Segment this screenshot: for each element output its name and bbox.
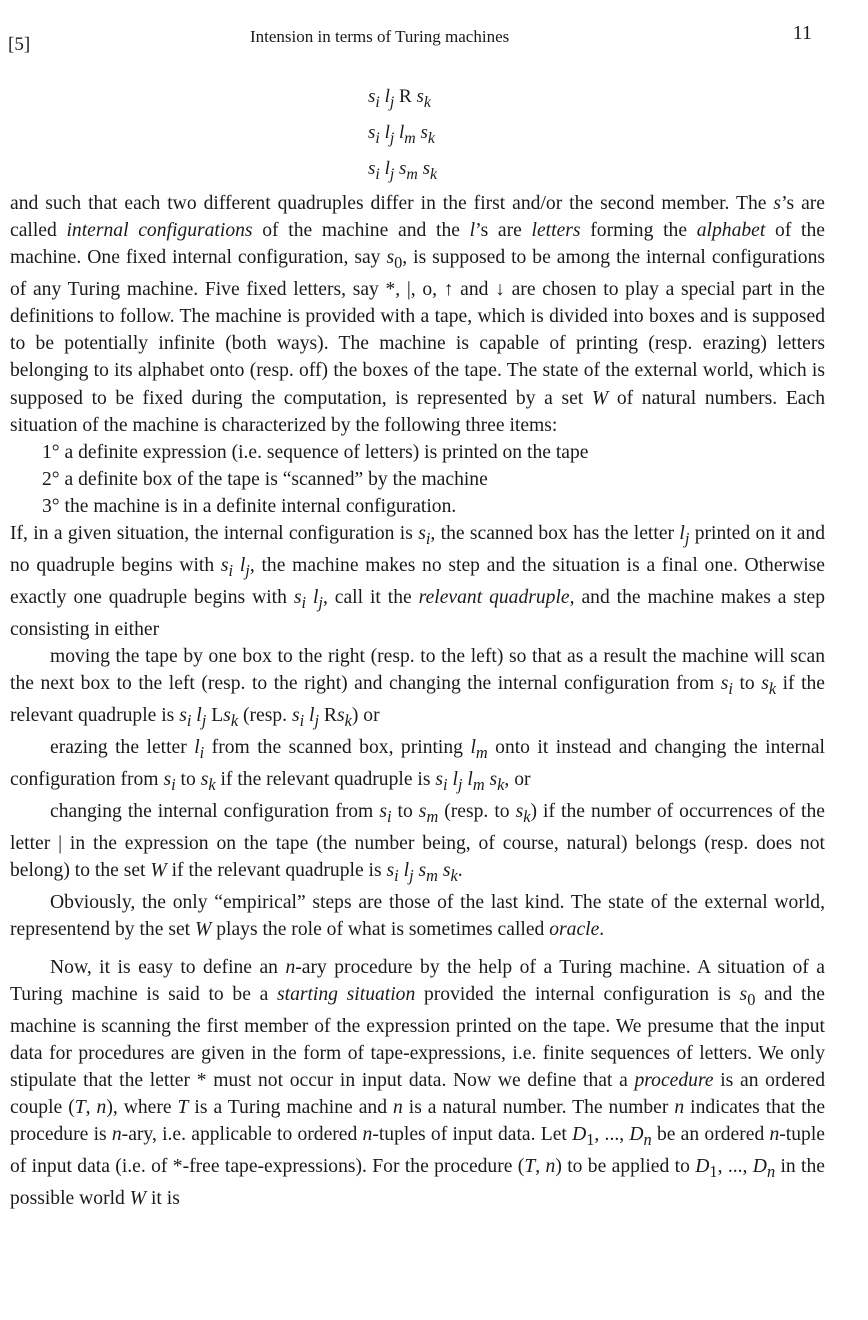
- paragraph: changing the internal configuration from $s_i$ to $s_m$ (resp. to $s_k$) if the number of occurrences of the letter | in the expression on the tape (the number being, of course, natural) belongs (resp. does not belong) to the set W if the relevant quadruple is $s_i$ $l_j$ $s_m$ $s_k$.: [10, 801, 825, 886]
- formula-1: $s_i$ $l_j$ R $s_k$: [368, 86, 431, 111]
- paragraph: 2° a definite box of the tape is “scanned” by the machine: [42, 468, 488, 490]
- running-header: [0, 22, 868, 55]
- paragraph: erazing the letter $l_i$ from the scanned box, printing $l_m$ onto it instead and changing the internal configuration from $s_i$ to $s_k$ if the relevant quadruple is $s_i$ $l_j$ $l_m$ $s_k$, or: [10, 737, 826, 795]
- paragraph: and such that each two different quadruples differ in the first and/or the second member. The s’s are called internal configurations of the machine and the l’s are letters forming the alphabet of the machine. One fixed internal configuration, say $s_0$, is supposed to be among the internal configurations of any Turing machine. Five fixed letters, say *, |, o, ↑ and ↓ are chosen to play a special part in the definitions to follow. The machine is provided with a tape, which is divided into boxes and is supposed to be potentially infinite (both ways). The machine is capable of printing (resp. erazing) letters belonging to its alphabet onto (resp. off) the boxes of the tape. The state of the external world, which is supposed to be fixed during the computation, is represented by a set W of natural numbers. Each situation of the machine is characterized by the following three items:: [10, 193, 825, 436]
- running-title: Intension in terms of Turing machines: [250, 27, 510, 46]
- paragraph: If, in a given situation, the internal configuration is $s_i$, the scanned box has the letter $l_j$ printed on it and no quadruple begins with $s_i$ $l_j$, the machine makes no step and the situation is a final one. Otherwise exactly one quadruple begins with $s_i$ $l_j$, call it the relevant quadruple, and the machine makes a step consisting in either: [10, 523, 825, 641]
- paragraph: 1° a definite expression (i.e. sequence of letters) is printed on the tape: [42, 441, 589, 463]
- paragraph: Obviously, the only “empirical” steps are those of the last kind. The state of the external world, representend by the set W plays the role of what is sometimes called oracle.: [10, 892, 825, 941]
- quadruple-formulas: [368, 82, 437, 189]
- body-text: [10, 190, 825, 1212]
- paragraph: Now, it is easy to define an n-ary procedure by the help of a Turing machine. A situation of a Turing machine is said to be a starting situation provided the internal configuration is $s_0$ and the machine is scanning the first member of the expression printed on the tape. We presume that the input data for procedures are given in the form of tape-expressions, i.e. finite sequences of letters. We only stipulate that the letter * must not occur in input data. Now we define that a procedure is an ordered couple (T, n), where T is a Turing machine and n is a natural number. The number n indicates that the procedure is n-ary, i.e. applicable to ordered n-tuples of input data. Let $D_1$, ..., $D_n$ be an ordered n-tuple of input data (i.e. of *-free tape-expressions). For the procedure (T, n) to be applied to $D_1$, ..., $D_n$ in the possible world W it is: [10, 956, 826, 1209]
- section-marker: [5]: [8, 34, 31, 55]
- formula-3: $s_i$ $l_j$ $s_m$ $s_k$: [368, 157, 438, 183]
- paragraph: 3° the machine is in a definite internal configuration.: [42, 495, 457, 517]
- paragraph: moving the tape by one box to the right (resp. to the left) so that as a result the machine will scan the next box to the left (resp. to the right) and changing the internal configuration from $s_i$ to $s_k$ if the relevant quadruple is $s_i$ $l_j$ $Ls_k$ (resp. $s_i$ $l_j$ $Rs_k$) or: [10, 646, 826, 731]
- formula-2: $s_i$ $l_j$ $l_m$ $s_k$: [368, 121, 435, 147]
- page-number: 11: [792, 22, 812, 44]
